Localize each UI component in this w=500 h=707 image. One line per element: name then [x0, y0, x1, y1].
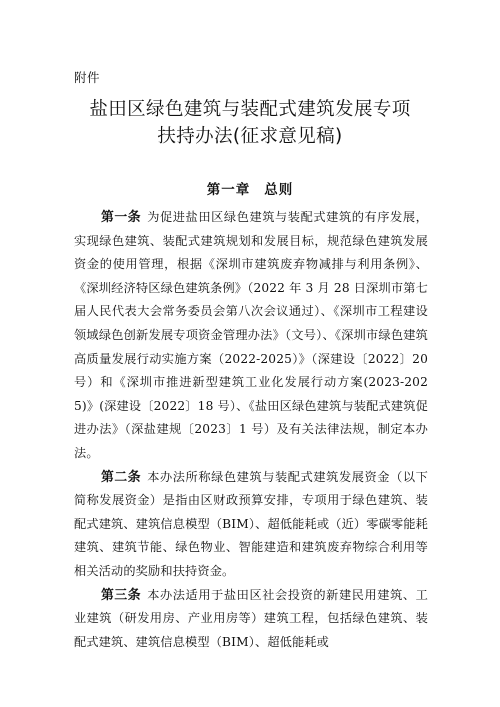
article-2-label: 第二条 — [101, 469, 142, 485]
article-3-label: 第三条 — [101, 587, 142, 603]
title-line-1: 盐田区绿色建筑与装配式建筑发展专项 — [89, 99, 411, 120]
article-2-text: 本办法所称绿色建筑与装配式建筑发展资金（以下简称发展资金）是指由区财政预算安排，专项用于绿色建筑、装配式建筑、建筑信息模型（BIM）、超低能耗或（近）零碳零能耗建筑、建筑节能、绿色物业、智能建造和建筑废弃物综合利用等相关活动的奖励和扶持资金。 — [74, 469, 428, 578]
chapter-heading — [60, 178, 440, 198]
chapter-name: 总则 — [264, 182, 294, 198]
article-1-label: 第一条 — [101, 210, 142, 225]
article-3-text: 本办法适用于盐田区社会投资的新建民用建筑、工业建筑（研发用房、产业用房等）建筑工程，包括绿色建筑、装配式建筑、建筑信息模型（BIM）、超低能耗或 — [74, 587, 428, 649]
article-1 — [74, 206, 428, 466]
document-title — [60, 96, 440, 150]
document-body — [74, 206, 428, 654]
chapter-number: 第一章 — [206, 182, 251, 198]
attachment-label: 附件 — [74, 70, 101, 85]
article-2 — [74, 466, 428, 584]
article-1-text: 为促进盐田区绿色建筑与装配式建筑的有序发展，实现绿色建筑、装配式建筑规划和发展目标，规范绿色建筑发展资金的使用管理，根据《深圳市建筑废弃物减排与利用条例》、《深圳经济特区绿色建筑条例》（2022 年 3 月 28 日深圳市第七届人民代表大会常务委员会第八次会议通过）、《深圳市工程建设领域绿色创新发展专项资金管理办法》（文号）、《深圳市绿色建筑高质量发展行动实施方案（2022-2025）》（深建设〔2022〕20 号）和《深圳市推进新型建筑工业化发展行动方案(2023-2025)》(深建设〔2022〕18 号）、《盐田区绿色建筑与装配式建筑促进办法》（深盐建规〔2023〕1 号）及有关法律法规，制定本办法。 — [74, 210, 428, 460]
title-line-2: 扶持办法(征求意见稿) — [157, 126, 343, 147]
article-3 — [74, 584, 428, 655]
